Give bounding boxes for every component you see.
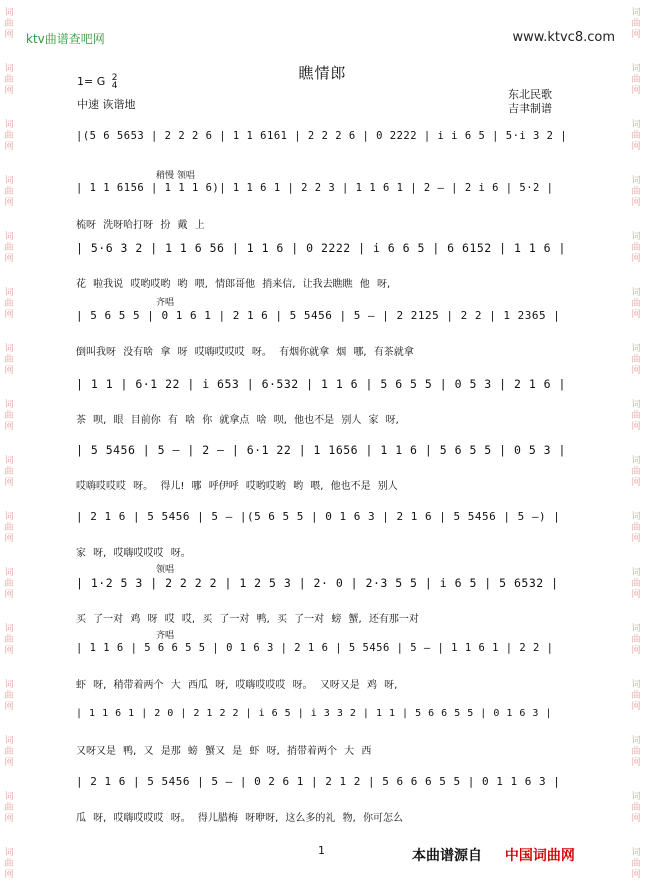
tempo-marking: 中速 诙谐地 bbox=[77, 98, 136, 111]
watermark-text: 词曲网 bbox=[4, 456, 14, 488]
lyrics-line: 又呀又是 鸭, 又 是那 螃 蟹又 是 虾 呀, 捎带着两个 大 西 bbox=[76, 746, 372, 757]
watermark-text: 词曲网 bbox=[631, 288, 641, 320]
site-url-right[interactable]: www.ktvc8.com bbox=[512, 30, 615, 45]
lyrics-line: 买 了一对 鸡 呀 哎 哎, 买 了一对 鸭, 买 了一对 螃 蟹, 还有那一对 bbox=[76, 614, 419, 625]
jianpu-notes: | 1 1 6 1 | 2 0 | 2 1 2 2 | i 6 5 | i 3 3 2 | 1 1 | 5 6 6 5 5 | 0 1 6 3 | bbox=[76, 708, 552, 719]
lyrics-line: 茶 呗, 眼 目前你 有 啥 你 就拿点 啥 呗, 他也不是 别人 家 呀, bbox=[76, 415, 399, 426]
performance-mark: 稍慢 领唱 bbox=[156, 171, 195, 181]
watermark-left bbox=[0, 0, 18, 891]
watermark-text: 词曲网 bbox=[631, 232, 641, 264]
watermark-text: 词曲网 bbox=[631, 624, 641, 656]
time-signature bbox=[112, 74, 118, 90]
watermark-text: 词曲网 bbox=[4, 624, 14, 656]
lyrics-line: 瓜 呀, 哎嗨哎哎哎 呀。 得儿腊梅 呀咿呀, 这么多的礼 物, 你可怎么 bbox=[76, 813, 403, 824]
jianpu-notes: | 5·6 3 2 | 1 1 6 56 | 1 1 6 | 0 2222 | i 6 6 5 | 6 6152 | 1 1 6 | bbox=[76, 241, 566, 255]
watermark-text: 词曲网 bbox=[631, 344, 641, 376]
page-number: 1 bbox=[318, 844, 325, 857]
watermark-text: 词曲网 bbox=[4, 568, 14, 600]
lyrics-line: 家 呀, 哎嗨哎哎哎 呀。 bbox=[76, 548, 191, 559]
jianpu-notes: | 2 1 6 | 5 5456 | 5 – |(5 6 5 5 | 0 1 6 3 | 2 1 6 | 5 5456 | 5 –) | bbox=[76, 510, 561, 523]
score-title: 瞧情郎 bbox=[298, 64, 347, 82]
watermark-text: 词曲网 bbox=[631, 8, 641, 40]
key-signature bbox=[77, 74, 117, 90]
watermark-text: 词曲网 bbox=[631, 64, 641, 96]
watermark-text: 词曲网 bbox=[4, 64, 14, 96]
watermark-text: 词曲网 bbox=[4, 288, 14, 320]
lyrics-line: 虾 呀, 稍带着两个 大 西瓜 呀, 哎嗨哎哎哎 呀。 又呀又是 鸡 呀, bbox=[76, 680, 398, 691]
watermark-text: 词曲网 bbox=[631, 120, 641, 152]
key-label: 1= G bbox=[77, 75, 106, 88]
performance-mark: 齐唱 bbox=[156, 298, 175, 308]
watermark-text: 词曲网 bbox=[4, 232, 14, 264]
watermark-text: 词曲网 bbox=[631, 176, 641, 208]
watermark-text: 词曲网 bbox=[4, 120, 14, 152]
jianpu-notes: | 1 1 6156 | 1 1 1 6)| 1 1 6 1 | 2 2 3 | 1 1 6 1 | 2 – | 2 i 6 | 5·2 | bbox=[76, 182, 554, 194]
lyrics-line: 花 啦我说 哎哟哎哟 哟 喂, 情郎哥他 捎来信, 让我去瞧瞧 他 呀, bbox=[76, 279, 391, 290]
meter-bottom: 4 bbox=[111, 81, 118, 91]
watermark-text: 词曲网 bbox=[631, 512, 641, 544]
jianpu-notes: | 1 1 | 6·1 22 | i 653 | 6·532 | 1 1 6 | 5 6 5 5 | 0 5 3 | 2 1 6 | bbox=[76, 377, 566, 391]
lyrics-line: 哎嗨哎哎哎 呀。 得儿! 哪 呼伊呼 哎哟哎哟 哟 喂, 他也不是 别人 bbox=[76, 481, 398, 492]
watermark-text: 词曲网 bbox=[631, 848, 641, 880]
watermark-text: 词曲网 bbox=[4, 8, 14, 40]
watermark-text: 词曲网 bbox=[631, 680, 641, 712]
watermark-text: 词曲网 bbox=[631, 792, 641, 824]
jianpu-notes: | 1 1 6 | 5 6 6 5 5 | 0 1 6 3 | 2 1 6 | 5 5456 | 5 – | 1 1 6 1 | 2 2 | bbox=[76, 642, 554, 654]
jianpu-notes: | 1·2 5 3 | 2 2 2 2 | 1 2 5 3 | 2· 0 | 2·3 5 5 | i 6 5 | 5 6532 | bbox=[76, 576, 559, 590]
source-site-link[interactable]: 中国词曲网 bbox=[504, 848, 575, 864]
site-name-left[interactable]: ktv曲谱查吧网 bbox=[26, 32, 105, 46]
watermark-text: 词曲网 bbox=[4, 792, 14, 824]
watermark-right bbox=[627, 0, 645, 891]
watermark-text: 词曲网 bbox=[4, 176, 14, 208]
performance-mark: 齐唱 bbox=[156, 631, 175, 641]
watermark-text: 词曲网 bbox=[4, 400, 14, 432]
source-credit bbox=[412, 845, 575, 865]
watermark-text: 词曲网 bbox=[4, 344, 14, 376]
watermark-text: 词曲网 bbox=[4, 680, 14, 712]
arranger-credit: 吉聿制谱 bbox=[508, 102, 552, 115]
meter-top: 2 bbox=[111, 73, 118, 83]
watermark-text: 词曲网 bbox=[631, 568, 641, 600]
watermark-text: 词曲网 bbox=[631, 736, 641, 768]
source-label: 本曲谱源自 bbox=[412, 848, 482, 864]
lyrics-line: 梳呀 洗呀哈打呀 扮 戴 上 bbox=[76, 220, 205, 231]
jianpu-notes: | 2 1 6 | 5 5456 | 5 – | 0 2 6 1 | 2 1 2 | 5 6 6 6 5 5 | 0 1 1 6 3 | bbox=[76, 775, 561, 788]
jianpu-notes: |(5 6 5653 | 2 2 2 6 | 1 1 6161 | 2 2 2 6 | 0 2222 | i i 6 5 | 5·i 3 2 | bbox=[76, 130, 568, 142]
watermark-text: 词曲网 bbox=[4, 848, 14, 880]
jianpu-notes: | 5 6 5 5 | 0 1 6 1 | 2 1 6 | 5 5456 | 5 – | 2 2125 | 2 2 | 1 2365 | bbox=[76, 309, 561, 322]
jianpu-notes: | 5 5456 | 5 – | 2 – | 6·1 22 | 1 1656 | 1 1 6 | 5 6 5 5 | 0 5 3 | bbox=[76, 443, 566, 457]
watermark-text: 词曲网 bbox=[4, 512, 14, 544]
watermark-text: 词曲网 bbox=[4, 736, 14, 768]
performance-mark: 领唱 bbox=[156, 565, 175, 575]
watermark-text: 词曲网 bbox=[631, 400, 641, 432]
song-origin: 东北民歌 bbox=[508, 88, 552, 101]
lyrics-line: 倒叫我呀 没有啥 拿 呀 哎嗨哎哎哎 呀。 有烟你就拿 烟 哪, 有茶就拿 bbox=[76, 347, 414, 358]
watermark-text: 词曲网 bbox=[631, 456, 641, 488]
